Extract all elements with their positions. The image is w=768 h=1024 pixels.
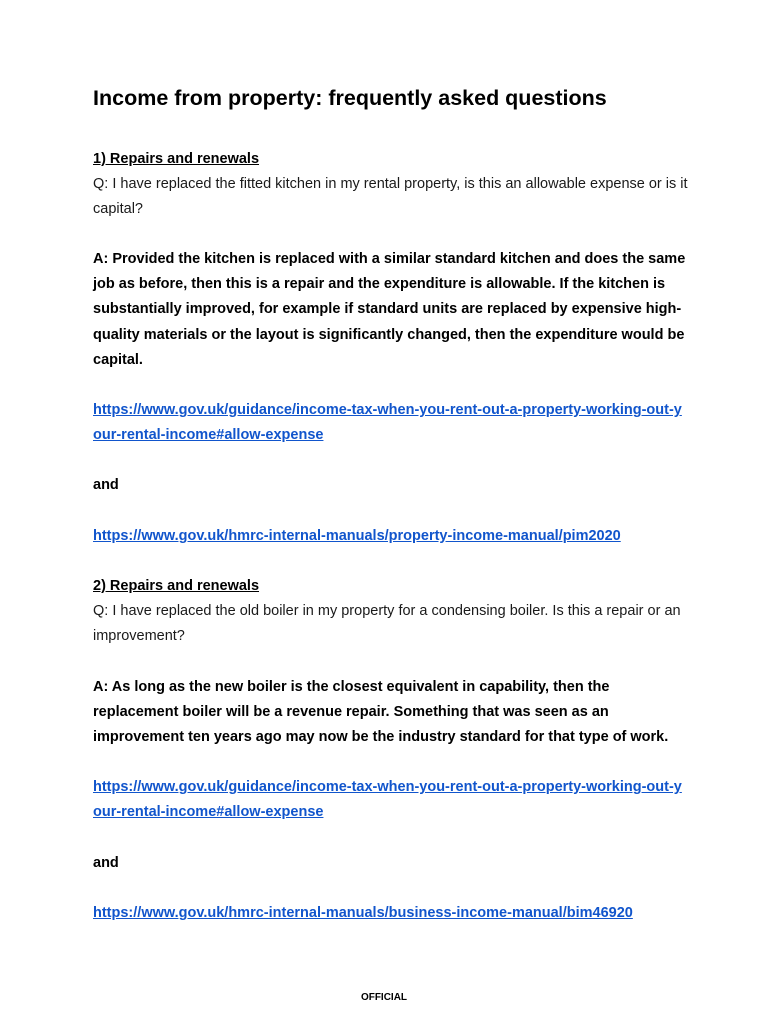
section-2-answer: A: As long as the new boiler is the closest equivalent in capability, then the replacement boiler will be a revenue repair. Something that was seen as an improvement ten years ago may now be the industry standard for that type of work. <box>93 679 669 746</box>
section-2-question: Q: I have replaced the old boiler in my property for a condensing boiler. Is this a repair or an improvement? <box>93 603 681 645</box>
section-1-and: and <box>93 477 119 493</box>
classification-footer: OFFICIAL <box>360 992 408 1003</box>
section-1-question: Q: I have replaced the fitted kitchen in my rental property, is this an allowable expense or is it capital? <box>93 176 688 218</box>
section-2-heading: 2) Repairs and renewals <box>93 578 260 594</box>
section-1-answer: A: Provided the kitchen is replaced with a similar standard kitchen and does the same job as before, then this is a repair and the expenditure is allowable. If the kitchen is substantially improved, for example if standard units are replaced by expensive high-quality materials or the layout is significantly changed, then the expenditure would be capital. <box>93 251 686 368</box>
section-1-link-1[interactable]: https://www.gov.uk/guidance/income-tax-when-you-rent-out-a-property-working-out-your-rental-income#allow-expense <box>93 402 682 444</box>
section-1-link-2[interactable]: https://www.gov.uk/hmrc-internal-manuals/property-income-manual/pim2020 <box>93 528 621 544</box>
section-2-link-2-wrapper <box>93 901 688 926</box>
section-1-link-2-wrapper <box>93 524 688 549</box>
section-2-link-1[interactable]: https://www.gov.uk/guidance/income-tax-when-you-rent-out-a-property-working-out-your-rental-income#allow-expense <box>93 779 682 821</box>
section-1-link-1-wrapper <box>93 398 688 448</box>
section-2-and: and <box>93 855 119 871</box>
section-1-heading: 1) Repairs and renewals <box>93 151 260 167</box>
page-title: Income from property: frequently asked questions <box>93 86 607 110</box>
section-2-link-1-wrapper <box>93 775 688 825</box>
section-2-link-2[interactable]: https://www.gov.uk/hmrc-internal-manuals/business-income-manual/bim46920 <box>93 905 633 921</box>
